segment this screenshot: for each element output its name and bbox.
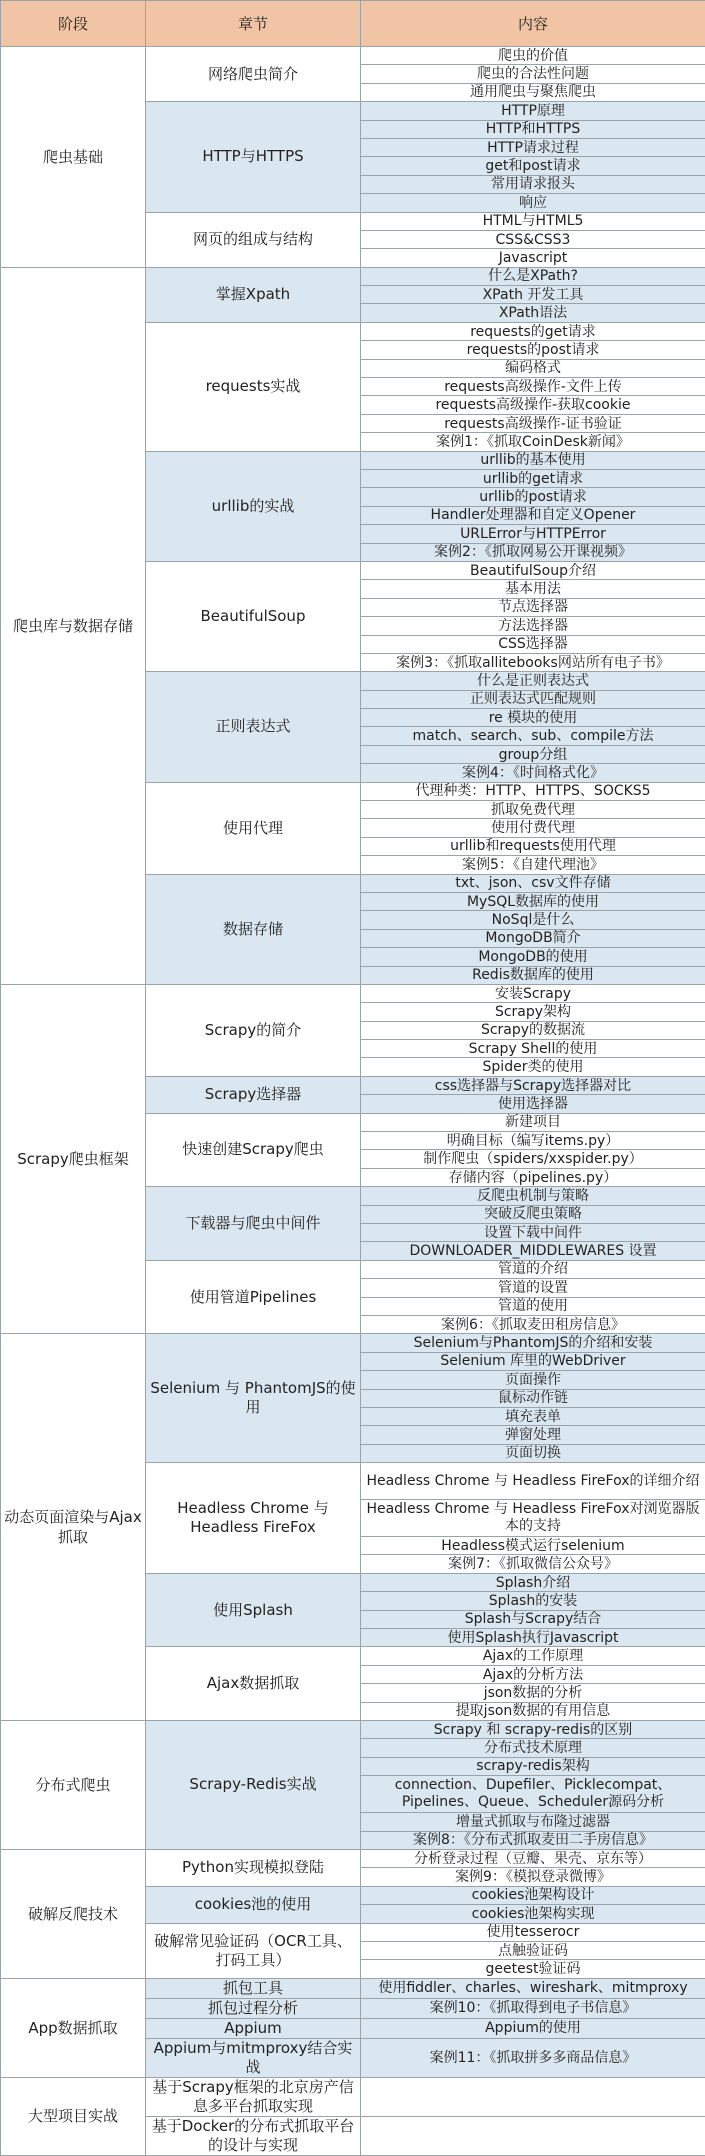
content-item: Selenium与PhantomJS的介绍和安装 (361, 1334, 705, 1352)
content-item: Headless Chrome 与 Headless FireFox的详细介绍 (361, 1463, 705, 1500)
content-item: 爬虫的价值 (361, 47, 705, 65)
content-item: MongoDB的使用 (361, 948, 705, 966)
content-item: 弹窗处理 (361, 1426, 705, 1444)
chapter-cell: 使用Splash (146, 1573, 361, 1647)
chapter-cell: HTTP与HTTPS (146, 102, 361, 212)
content-item: Javascript (361, 249, 705, 267)
stage-cell: 动态页面渲染与Ajax抓取 (1, 1334, 146, 1721)
content-item: 填充表单 (361, 1407, 705, 1425)
content-item: 案例9：《模拟登录微博》 (361, 1868, 705, 1886)
content-item: 案例11：《抓取拼多多商品信息》 (361, 2038, 705, 2077)
chapter-cell: 破解常见验证码（OCR工具、打码工具） (146, 1923, 361, 1978)
content-item: requests的get请求 (361, 322, 705, 340)
chapter-cell: requests实战 (146, 322, 361, 451)
chapter-cell: Appium与mitmproxy结合实战 (146, 2038, 361, 2077)
content-item: Appium的使用 (361, 2018, 705, 2038)
content-item: NoSql是什么 (361, 911, 705, 929)
content-item: 设置下载中间件 (361, 1224, 705, 1242)
content-item: HTTP原理 (361, 102, 705, 120)
table-row (1, 2077, 705, 2116)
content-item: urllib和requests使用代理 (361, 837, 705, 855)
content-item: Scrapy Shell的使用 (361, 1040, 705, 1058)
content-item: group分组 (361, 745, 705, 763)
content-item: 分布式技术原理 (361, 1739, 705, 1757)
content-item: Spider类的使用 (361, 1058, 705, 1076)
content-item: Splash介绍 (361, 1573, 705, 1591)
stage-cell: 分布式爬虫 (1, 1720, 146, 1849)
content-item: BeautifulSoup介绍 (361, 561, 705, 579)
content-item: 案例5：《自建代理池》 (361, 856, 705, 874)
content-item: txt、json、csv文件存储 (361, 874, 705, 892)
content-item: 页面切换 (361, 1444, 705, 1462)
content-item: 安装Scrapy (361, 984, 705, 1002)
table-row (1, 1720, 705, 1738)
table-row (1, 267, 705, 285)
chapter-cell: Appium (146, 2018, 361, 2038)
content-item: 什么是正则表达式 (361, 672, 705, 690)
chapter-cell: urllib的实战 (146, 451, 361, 561)
content-item: 案例2：《抓取网易公开课视频》 (361, 543, 705, 561)
content-item: 什么是XPath? (361, 267, 705, 285)
table-row (1, 984, 705, 1002)
chapter-cell: BeautifulSoup (146, 561, 361, 671)
content-item: DOWNLOADER_MIDDLEWARES 设置 (361, 1242, 705, 1260)
content-item: urllib的get请求 (361, 469, 705, 487)
content-item: Redis数据库的使用 (361, 966, 705, 984)
content-item: requests高级操作-获取cookie (361, 396, 705, 414)
content-item: 节点选择器 (361, 598, 705, 616)
content-item: cookies池架构实现 (361, 1905, 705, 1923)
content-item: 常用请求报头 (361, 175, 705, 193)
content-item: Selenium 库里的WebDriver (361, 1352, 705, 1370)
content-item: 基本用法 (361, 580, 705, 598)
content-item: 新建项目 (361, 1113, 705, 1131)
content-item: CSS选择器 (361, 635, 705, 653)
chapter-cell: Python实现模拟登陆 (146, 1849, 361, 1886)
content-item: cookies池架构设计 (361, 1886, 705, 1904)
content-item: 使用tesserocr (361, 1923, 705, 1941)
chapter-cell: 下载器与爬虫中间件 (146, 1187, 361, 1261)
content-item: Scrapy架构 (361, 1003, 705, 1021)
content-item: urllib的post请求 (361, 488, 705, 506)
chapter-cell: 使用管道Pipelines (146, 1260, 361, 1334)
content-item: 点触验证码 (361, 1941, 705, 1959)
chapter-cell: cookies池的使用 (146, 1886, 361, 1923)
content-item: 分析登录过程（豆瓣、果壳、京东等） (361, 1849, 705, 1867)
content-item: MongoDB简介 (361, 929, 705, 947)
content-item: 管道的设置 (361, 1279, 705, 1297)
stage-cell: 大型项目实战 (1, 2077, 146, 2155)
table-row (1, 1849, 705, 1867)
content-item: 制作爬虫（spiders/xxspider.py） (361, 1150, 705, 1168)
content-item: 突破反爬虫策略 (361, 1205, 705, 1223)
chapter-cell: Selenium 与 PhantomJS的使用 (146, 1334, 361, 1463)
content-item (361, 2116, 705, 2155)
content-item: MySQL数据库的使用 (361, 892, 705, 910)
content-item: 案例8：《分布式抓取麦田二手房信息》 (361, 1831, 705, 1849)
content-item: 响应 (361, 194, 705, 212)
content-item: 代理种类：HTTP、HTTPS、SOCKS5 (361, 782, 705, 800)
content-item: 正则表达式匹配规则 (361, 690, 705, 708)
chapter-cell: 使用代理 (146, 782, 361, 874)
stage-cell: 爬虫基础 (1, 47, 146, 268)
content-item: 通用爬虫与聚焦爬虫 (361, 83, 705, 101)
content-item: json数据的分析 (361, 1684, 705, 1702)
content-item: CSS&CSS3 (361, 230, 705, 248)
table-row (1, 1978, 705, 1998)
content-item: 使用Splash执行Javascript (361, 1629, 705, 1647)
content-item: HTML与HTML5 (361, 212, 705, 230)
content-item: urllib的基本使用 (361, 451, 705, 469)
content-item: 方法选择器 (361, 617, 705, 635)
content-item: 存储内容（pipelines.py） (361, 1168, 705, 1186)
content-item: connection、Dupefiler、Picklecompat、Pipelines、Queue、Scheduler源码分析 (361, 1776, 705, 1813)
content-item: 页面操作 (361, 1371, 705, 1389)
content-item: 案例3：《抓取allitebooks网站所有电子书》 (361, 653, 705, 671)
chapter-cell: 快速创建Scrapy爬虫 (146, 1113, 361, 1187)
content-item: Scrapy的数据流 (361, 1021, 705, 1039)
content-item: Scrapy 和 scrapy-redis的区别 (361, 1720, 705, 1738)
content-item: requests的post请求 (361, 341, 705, 359)
content-item: geetest验证码 (361, 1960, 705, 1978)
chapter-cell: 掌握Xpath (146, 267, 361, 322)
content-item: Ajax的分析方法 (361, 1665, 705, 1683)
chapter-cell: 网页的组成与结构 (146, 212, 361, 267)
content-item: XPath 开发工具 (361, 286, 705, 304)
header-chapter: 章节 (146, 1, 361, 47)
content-item: 抓取免费代理 (361, 801, 705, 819)
content-item: 增量式抓取与布隆过滤器 (361, 1813, 705, 1831)
content-item: HTTP和HTTPS (361, 120, 705, 138)
content-item: 案例10：《抓取得到电子书信息》 (361, 1998, 705, 2018)
chapter-cell: Scrapy-Redis实战 (146, 1720, 361, 1849)
stage-cell: 破解反爬技术 (1, 1849, 146, 1978)
content-item: match、search、sub、compile方法 (361, 727, 705, 745)
content-item: 案例1：《抓取CoinDesk新闻》 (361, 433, 705, 451)
content-item: Splash的安装 (361, 1592, 705, 1610)
content-item: 鼠标动作链 (361, 1389, 705, 1407)
header-content: 内容 (361, 1, 705, 47)
content-item: Headless模式运行selenium (361, 1537, 705, 1555)
content-item: 明确目标（编写items.py） (361, 1132, 705, 1150)
stage-cell: 爬虫库与数据存储 (1, 267, 146, 984)
content-item: 爬虫的合法性问题 (361, 65, 705, 83)
table-row (1, 1334, 705, 1352)
chapter-cell: 抓包过程分析 (146, 1998, 361, 2018)
content-item: 使用fiddler、charles、wireshark、mitmproxy (361, 1978, 705, 1998)
content-item: re 模块的使用 (361, 709, 705, 727)
chapter-cell: 基于Docker的分布式抓取平台的设计与实现 (146, 2116, 361, 2155)
chapter-cell: Scrapy选择器 (146, 1076, 361, 1113)
chapter-cell: Headless Chrome 与 Headless FireFox (146, 1463, 361, 1574)
chapter-cell: 正则表达式 (146, 672, 361, 782)
content-item: URLError与HTTPError (361, 525, 705, 543)
content-item: 提取json数据的有用信息 (361, 1702, 705, 1720)
header-row (1, 1, 705, 47)
content-item: 案例7：《抓取微信公众号》 (361, 1555, 705, 1573)
table-row (1, 47, 705, 65)
content-item: 反爬虫机制与策略 (361, 1187, 705, 1205)
content-item: requests高级操作-文件上传 (361, 378, 705, 396)
content-item: 编码格式 (361, 359, 705, 377)
stage-cell: Scrapy爬虫框架 (1, 984, 146, 1333)
content-item: get和post请求 (361, 157, 705, 175)
content-item: scrapy-redis架构 (361, 1757, 705, 1775)
content-item: 案例4：《时间格式化》 (361, 764, 705, 782)
chapter-cell: 抓包工具 (146, 1978, 361, 1998)
header-stage: 阶段 (1, 1, 146, 47)
content-item: XPath语法 (361, 304, 705, 322)
chapter-cell: Ajax数据抓取 (146, 1647, 361, 1721)
content-item: css选择器与Scrapy选择器对比 (361, 1076, 705, 1094)
content-item: Ajax的工作原理 (361, 1647, 705, 1665)
content-item: requests高级操作-证书验证 (361, 414, 705, 432)
chapter-cell: 数据存储 (146, 874, 361, 984)
chapter-cell: 基于Scrapy框架的北京房产信息多平台抓取实现 (146, 2077, 361, 2116)
content-item: 案例6：《抓取麦田租房信息》 (361, 1315, 705, 1333)
content-item: Splash与Scrapy结合 (361, 1610, 705, 1628)
content-item: HTTP请求过程 (361, 138, 705, 156)
content-item (361, 2077, 705, 2116)
content-item: Headless Chrome 与 Headless FireFox对浏览器版本的支持 (361, 1500, 705, 1537)
content-item: Handler处理器和自定义Opener (361, 506, 705, 524)
syllabus-body (1, 47, 705, 2156)
chapter-cell: Scrapy的简介 (146, 984, 361, 1076)
stage-cell: App数据抓取 (1, 1978, 146, 2077)
content-item: 管道的介绍 (361, 1260, 705, 1278)
content-item: 管道的使用 (361, 1297, 705, 1315)
content-item: 使用选择器 (361, 1095, 705, 1113)
chapter-cell: 网络爬虫简介 (146, 47, 361, 102)
content-item: 使用付费代理 (361, 819, 705, 837)
